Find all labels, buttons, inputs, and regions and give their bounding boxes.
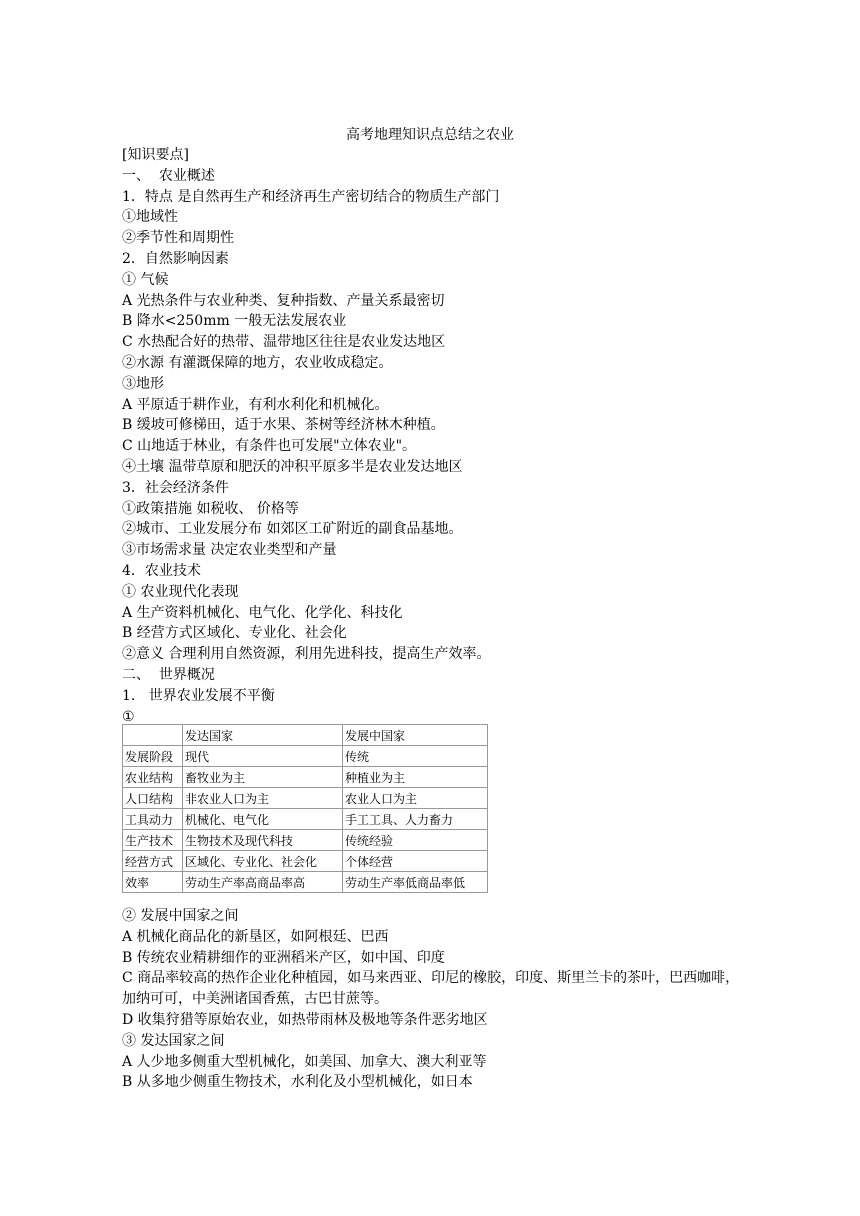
text-line: 一、 农业概述: [122, 167, 215, 184]
document-title: 高考地理知识点总结之农业: [346, 127, 514, 143]
table-header-cell: 发达国家: [183, 725, 343, 746]
text-line: A 光热条件与农业种类、复种指数、产量关系最密切: [122, 292, 445, 309]
text-line: 二、 世界概况: [122, 666, 215, 683]
text-line: 1．特点 是自然再生产和经济再生产密切结合的物质生产部门: [122, 188, 500, 205]
table-cell: 效率: [123, 872, 183, 893]
text-line: A 平原适于耕作业，有利水利化和机械化。: [122, 396, 389, 413]
table-cell: 农业人口为主: [343, 788, 488, 809]
table-cell: 现代: [183, 746, 343, 767]
table-header-cell: [123, 725, 183, 746]
text-line: ②季节性和周期性: [122, 230, 234, 247]
text-line: ① 气候: [122, 271, 169, 288]
text-line: C 山地适于林业，有条件也可发展"立体农业"。: [122, 438, 417, 455]
text-line: B 传统农业精耕细作的亚洲稻米产区，如中国、印度: [122, 949, 445, 966]
text-line: ② 发展中国家之间: [122, 908, 239, 924]
table-cell: 个体经营: [343, 851, 488, 872]
text-line: ①地域性: [122, 209, 178, 226]
comparison-table: [122, 724, 488, 893]
table-row: [123, 746, 488, 767]
table-cell: 传统: [343, 746, 488, 767]
text-line: ③市场需求量 决定农业类型和产量: [122, 542, 337, 559]
text-line: ②城市、工业发展分布 如郊区工矿附近的副食品基地。: [122, 521, 463, 538]
table-cell: 非农业人口为主: [183, 788, 343, 809]
table-header-cell: 发展中国家: [343, 725, 488, 746]
table-header-row: [123, 725, 488, 746]
text-line: A 人少地多侧重大型机械化，如美国、加拿大、澳大利亚等: [122, 1053, 487, 1070]
table-cell: 经营方式: [123, 851, 183, 872]
table-row: [123, 788, 488, 809]
table-cell: 种植业为主: [343, 767, 488, 788]
text-line: C 水热配合好的热带、温带地区往往是农业发达地区: [122, 334, 446, 351]
text-line: A 机械化商品化的新垦区，如阿根廷、巴西: [122, 928, 389, 945]
table-cell: 劳动生产率低商品率低: [343, 872, 488, 893]
text-line: 1. 世界农业发展不平衡: [122, 687, 275, 704]
text-line: ②水源 有灌溉保障的地方，农业收成稳定。: [122, 354, 393, 371]
text-line: 4．农业技术: [122, 562, 201, 579]
table-row: [123, 872, 488, 893]
table-cell: 人口结构: [123, 788, 183, 809]
text-line: 2．自然影响因素: [122, 250, 229, 267]
table-cell: 工具动力: [123, 809, 183, 830]
text-line: C 商品率较高的热作企业化种植园，如马来西亚、印尼的橡胶，印度、斯里兰卡的茶叶，巴西咖啡，加纳可可，中美洲诸国香蕉，古巴甘蔗等。: [122, 970, 740, 1008]
text-line: B 缓坡可修梯田，适于水果、茶树等经济林木种植。: [122, 417, 445, 434]
table-cell: 手工工具、人力畜力: [343, 809, 488, 830]
table-row: [123, 851, 488, 872]
table-row: [123, 767, 488, 788]
table-cell: 生物技术及现代科技: [183, 830, 343, 851]
table-cell: 农业结构: [123, 767, 183, 788]
text-line: B 经营方式区域化、专业化、社会化: [122, 625, 347, 642]
text-block-before-table: [122, 145, 762, 727]
text-line: 3．社会经济条件: [122, 479, 229, 496]
table-cell: 劳动生产率高商品率高: [183, 872, 343, 893]
text-line: ① 农业现代化表现: [122, 583, 239, 600]
table-row: [123, 809, 488, 830]
text-line: ③地形: [122, 375, 164, 392]
text-line: B 降水<250mm 一般无法发展农业: [122, 313, 347, 330]
table-cell: 发展阶段: [123, 746, 183, 767]
text-line: ③ 发达国家之间: [122, 1032, 225, 1049]
table-cell: 生产技术: [123, 830, 183, 851]
table-cell: 区域化、专业化、社会化: [183, 851, 343, 872]
text-line: A 生产资料机械化、电气化、化学化、科技化: [122, 604, 403, 621]
text-line: ①政策措施 如税收、 价格等: [122, 500, 299, 517]
table-row: [123, 830, 488, 851]
text-line: ②意义 合理利用自然资源，利用先进科技，提高生产效率。: [122, 646, 491, 663]
text-line: ①: [122, 708, 135, 725]
text-line: [知识要点]: [122, 147, 189, 163]
table-cell: 传统经验: [343, 830, 488, 851]
table-cell: 机械化、电气化: [183, 809, 343, 830]
text-block-after-table: [122, 906, 762, 1093]
text-line: D 收集狩猎等原始农业，如热带雨林及极地等条件恶劣地区: [122, 1011, 488, 1028]
table-cell: 畜牧业为主: [183, 767, 343, 788]
text-line: ④土壤 温带草原和肥沃的冲积平原多半是农业发达地区: [122, 458, 463, 475]
text-line: B 从多地少侧重生物技术，水利化及小型机械化，如日本: [122, 1074, 473, 1091]
